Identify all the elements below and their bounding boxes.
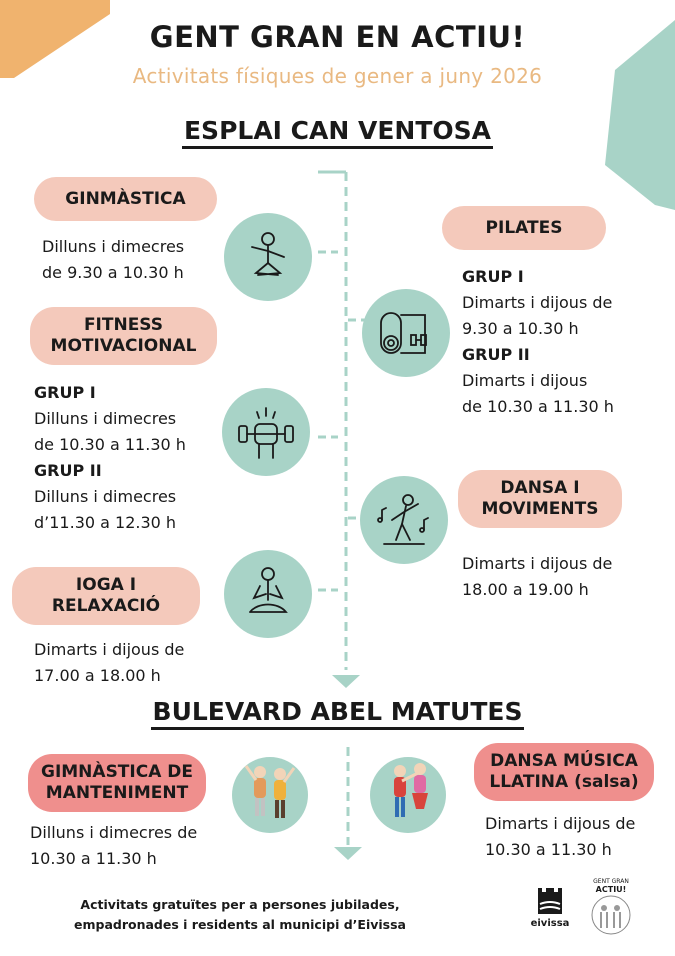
timeline-connector [318,170,378,690]
section-title-bulevard: BULEVARD ABEL MATUTES [0,697,675,730]
section-title-can-ventosa: ESPLAI CAN VENTOSA [0,116,675,149]
activity-schedule: Dimarts i dijous de 18.00 a 19.00 h [462,554,613,599]
gent-gran-logo: GENT GRAN ACTIU! [586,878,636,938]
activity-title-dansa-llatina: DANSA MÚSICA LLATINA (salsa) [474,743,654,801]
page-title: GENT GRAN EN ACTIU! [149,20,526,54]
elderly-couple-exercising-icon [232,757,308,833]
page-subtitle: Activitats físiques de gener a juny 2026 [132,64,543,88]
activity-schedule: Dimarts i dijous de 10.30 a 11.30 h [485,814,636,859]
activity-title-ioga: IOGA I RELAXACIÓ [12,567,200,625]
activity-schedule: GRUP I Dimarts i dijous de 9.30 a 10.30 h GRUP II Dimarts i dijous de 10.30 a 11.30 h [462,267,614,416]
circle-emblem-icon [589,894,633,936]
activity-schedule: GRUP I Dilluns i dimecres de 10.30 a 11.30 h GRUP II Dilluns i dimecres d’11.30 a 12.30 h [34,383,186,532]
elderly-couple-dancing-icon [370,757,446,833]
footer-note: Activitats gratuïtes per a persones jubilades, empadronades i residents al municipi d’Eivissa [74,897,406,932]
activity-title-gimnastica-manteniment: GIMNÀSTICA DE MANTENIMENT [28,754,206,812]
activity-title-pilates: PILATES [442,206,606,250]
activity-title-ginmastica: GINMÀSTICA [34,177,217,221]
eivissa-logo: eivissa [528,884,572,934]
stretching-person-icon [224,213,312,301]
yoga-mat-dumbbells-icon [362,289,450,377]
activity-schedule: Dilluns i dimecres de 10.30 a 11.30 h [30,823,198,868]
activity-title-fitness: FITNESS MOTIVACIONAL [30,307,217,365]
fist-dumbbell-icon [222,388,310,476]
activity-title-dansa: DANSA I MOVIMENTS [458,470,622,528]
castle-icon [528,884,572,918]
meditating-person-icon [224,550,312,638]
dancing-person-icon [360,476,448,564]
activity-schedule: Dilluns i dimecres de 9.30 a 10.30 h [42,237,185,282]
activity-schedule: Dimarts i dijous de 17.00 a 18.00 h [34,640,185,685]
